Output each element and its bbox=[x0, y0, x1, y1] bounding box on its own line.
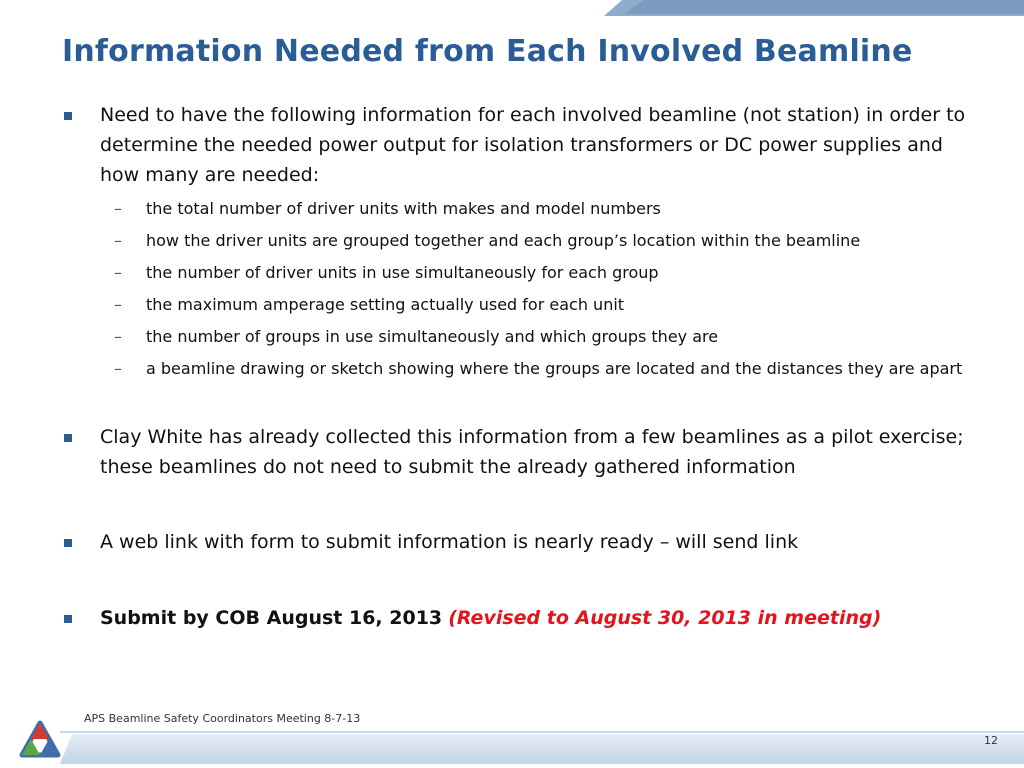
sub-bullet-item bbox=[100, 228, 972, 254]
deadline-text: Submit by COB August 16, 2013 bbox=[100, 607, 443, 629]
sub-bullet-text: the total number of driver units with makes and model numbers bbox=[146, 199, 661, 218]
page-number: 12 bbox=[984, 734, 998, 747]
bullet-item-clay-white bbox=[62, 422, 972, 482]
bullet-list bbox=[62, 100, 972, 633]
sub-bullet-list bbox=[100, 196, 972, 382]
sub-bullet-item bbox=[100, 260, 972, 286]
dash-bullet-icon: – bbox=[114, 199, 122, 218]
bullet-text: A web link with form to submit information is nearly ready – will send link bbox=[100, 531, 799, 553]
footer-band bbox=[60, 734, 1024, 764]
bullet-item-web-link bbox=[62, 527, 972, 557]
sub-bullet-text: the maximum amperage setting actually used for each unit bbox=[146, 295, 625, 314]
footer-divider bbox=[60, 731, 1024, 733]
bullet-item-info-needed bbox=[62, 100, 972, 382]
top-decor-band-inner bbox=[624, 0, 1024, 14]
sub-bullet-item bbox=[100, 324, 972, 350]
square-bullet-icon bbox=[64, 615, 72, 623]
bullet-text: Clay White has already collected this information from a few beamlines as a pilot exercise; these beamlines do not need to submit the already gathered information bbox=[100, 426, 964, 478]
revised-deadline-text: (Revised to August 30, 2013 in meeting) bbox=[448, 607, 882, 629]
aps-triangle-logo-icon bbox=[18, 719, 62, 763]
slide-title: Information Needed from Each Involved Beamline bbox=[62, 34, 913, 69]
sub-bullet-text: the number of driver units in use simultaneously for each group bbox=[146, 263, 659, 282]
square-bullet-icon bbox=[64, 539, 72, 547]
dash-bullet-icon: – bbox=[114, 231, 122, 250]
dash-bullet-icon: – bbox=[114, 327, 122, 346]
dash-bullet-icon: – bbox=[114, 359, 122, 378]
sub-bullet-item bbox=[100, 196, 972, 222]
footer-meeting-label: APS Beamline Safety Coordinators Meeting 8-7-13 bbox=[84, 712, 361, 725]
bullet-text: Need to have the following information for each involved beamline (not station) in order to determine the needed power output for isolation transformers or DC power supplies and how many are needed: bbox=[100, 104, 966, 186]
dash-bullet-icon: – bbox=[114, 295, 122, 314]
square-bullet-icon bbox=[64, 434, 72, 442]
sub-bullet-item bbox=[100, 356, 972, 382]
dash-bullet-icon: – bbox=[114, 263, 122, 282]
bullet-item-deadline bbox=[62, 603, 972, 633]
sub-bullet-text: the number of groups in use simultaneously and which groups they are bbox=[146, 327, 719, 346]
square-bullet-icon bbox=[64, 112, 72, 120]
sub-bullet-text: a beamline drawing or sketch showing where the groups are located and the distances they are apart bbox=[146, 359, 963, 378]
sub-bullet-item bbox=[100, 292, 972, 318]
sub-bullet-text: how the driver units are grouped together and each group’s location within the beamline bbox=[146, 231, 861, 250]
